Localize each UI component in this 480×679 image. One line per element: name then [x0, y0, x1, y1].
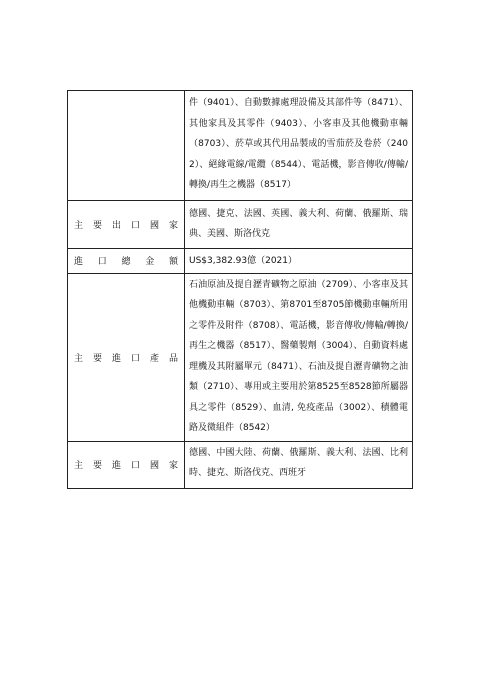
main-export-countries-label: 主要出口國家 — [68, 200, 185, 248]
main-import-countries-value: 德國、中國大陸、荷蘭、俄羅斯、義大利、法國、比利時、捷克、斯洛伐克、西班牙 — [185, 441, 413, 488]
total-imports-label: 進口總金額 — [68, 248, 185, 273]
table-row-total-imports — [68, 248, 413, 273]
table-row-main-import-products — [68, 273, 413, 441]
main-export-countries-value: 德國、捷克、法國、英國、義大利、荷蘭、俄羅斯、瑞典、美國、斯洛伐克 — [185, 200, 413, 248]
total-imports-value: US$3,382.93億（2021） — [185, 248, 413, 273]
main-import-products-label: 主要進口產品 — [68, 273, 185, 441]
row-label — [68, 91, 185, 201]
main-import-countries-label: 主要進口國家 — [68, 441, 185, 488]
export-products-continued-value: 件（9401）、自動數據處理設備及其部件等（8471）、其他家具及其零件（9403）、小客車及其他機動車輛（8703）、菸草或其代用品製成的雪茄菸及卷菸（2402）、絕緣電線/電纜（8544）、電話機，影音傳收/傳輸/轉換/再生之機器（8517） — [185, 91, 413, 201]
table-row-main-export-countries — [68, 200, 413, 248]
table-row-export-products-continued — [68, 91, 413, 201]
main-import-products-value: 石油原油及提自瀝青礦物之原油（2709）、小客車及其他機動車輛（8703）、第8701至8705節機動車輛所用之零件及附件（8708）、電話機，影音傳收/傳輸/轉換/再生之機器（8517）、醫藥製劑（3004）、自動資料處理機及其附屬單元（8471）、石油及提自瀝青礦物之油類（2710）、專用或主要用於第8525至8528節所屬器具之零件（8529）、血清, 免疫產品（3002）、積體電路及微組件（8542） — [185, 273, 413, 441]
table-row-main-import-countries — [68, 441, 413, 488]
trade-info-table — [67, 90, 413, 489]
